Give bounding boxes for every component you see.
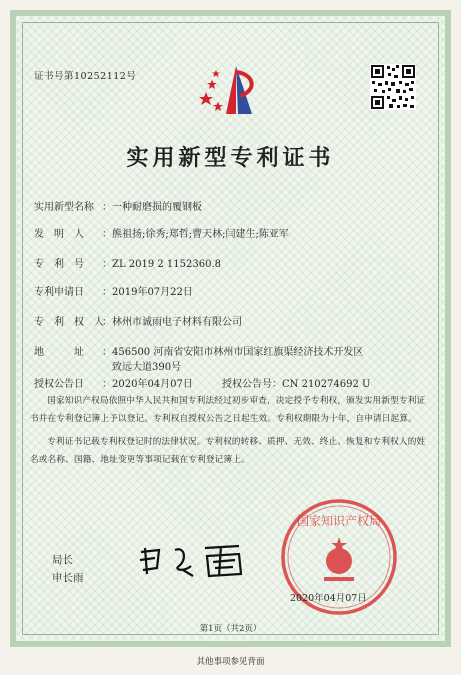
cnipa-logo-icon [196,62,262,122]
notice-paragraph-1: 国家知识产权局依照中华人民共和国专利法经过初步审查，决定授予专利权，颁发实用新型专利证书并在专利登记簿上予以登记。专利权自授权公告之日起生效。专利权期限为十年，自申请日起算。 [30,396,426,424]
seal-date: 2020年04月07日 [290,593,367,604]
certificate-title: 实用新型专利证书 [126,145,335,171]
page-number: 第1页（共2页） [199,624,262,634]
svg-text:国家知识产权局: 国家知识产权局 [296,514,382,528]
field-utility-model-name: 实用新型名称 ：一种耐磨损的覆钢板 [34,202,202,213]
director-title: 局长 [52,554,73,566]
field-inventors: 发 明 人 ：熊祖扬;徐秀;郑哲;曹天林;闫建生;陈亚军 [34,229,289,240]
qr-code-icon [370,64,416,110]
field-address: 地 址 ：456500 河南省安阳市林州市国家红旗渠经济技术开发区 [34,347,364,358]
field-application-date: 专利申请日 ：2019年07月22日 [34,287,193,298]
field-patentee: 专 利 权 人：林州市诚雨电子材料有限公司 [34,317,242,328]
director-name: 申长雨 [52,572,84,584]
notice-paragraph-2: 专利证书记载专利权登记时的法律状况。专利权的转移、质押、无效、终止、恢复和专利权人的姓名或名称、国籍、地址变更等事项记载在专利登记簿上。 [30,437,426,465]
field-address-line2: 致远大道390号 [112,362,182,373]
signature-icon [135,540,255,580]
footer-note: 其他事项参见背面 [196,657,265,667]
certificate-number: 证书号第10252112号 [34,71,137,82]
field-grant-announcement: 授权公告日 ：2020年04月07日 授权公告号：CN 210274692 U [34,379,371,390]
field-patent-number: 专 利 号 ：ZL 2019 2 1152360.8 [34,259,222,270]
